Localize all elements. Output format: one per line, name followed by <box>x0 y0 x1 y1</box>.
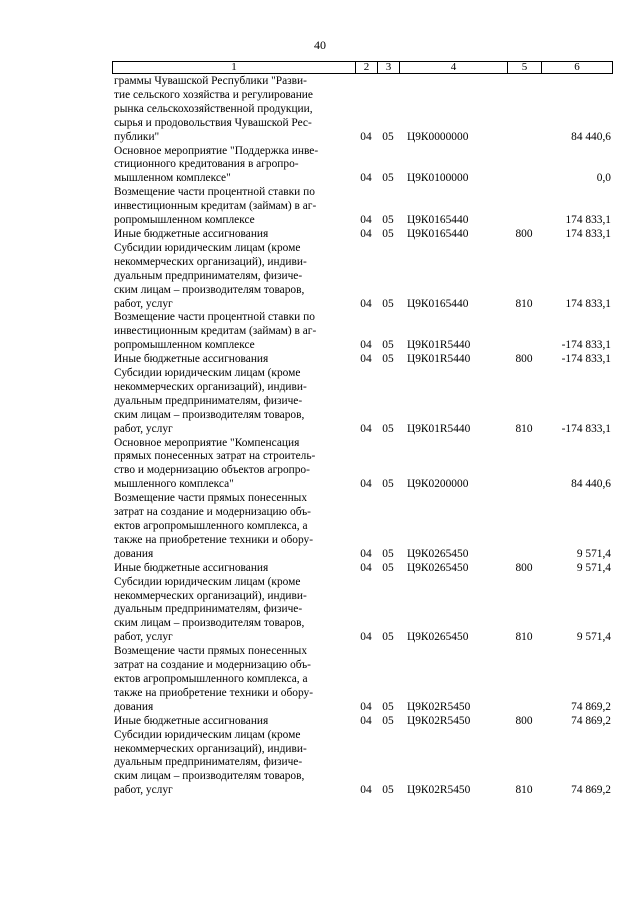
description-line: Основное мероприятие "Поддержка инве- <box>114 144 319 157</box>
target-item-code: Ц9К01R5440 <box>407 339 471 352</box>
target-item-code: Ц9К0165440 <box>407 297 469 310</box>
table-row <box>112 437 611 493</box>
section-code: 04 <box>360 700 372 713</box>
description-line: работ, услуг <box>114 784 173 797</box>
amount-value: 0,0 <box>596 172 611 185</box>
description-line: затрат на создание и модернизацию объ- <box>114 659 311 672</box>
target-item-code: Ц9К0100000 <box>407 172 469 185</box>
header-col-5: 5 <box>508 62 542 73</box>
subsection-code: 05 <box>382 714 394 727</box>
description-line: работ, услуг <box>114 297 173 310</box>
subsection-code: 05 <box>382 422 394 435</box>
table-row <box>112 75 611 145</box>
subsection-code: 05 <box>382 339 394 352</box>
subsection-code: 05 <box>382 631 394 644</box>
amount-value: 84 440,6 <box>571 130 611 143</box>
description-line: ским лицам – производителям товаров, <box>114 770 305 783</box>
table-row <box>112 562 611 576</box>
row-description <box>112 186 355 228</box>
subsection-code: 05 <box>382 227 394 240</box>
row-description <box>112 242 355 312</box>
section-code: 04 <box>360 353 372 366</box>
description-line: Иные бюджетные ассигнования <box>114 561 269 574</box>
table-row <box>112 353 611 367</box>
description-line: некоммерческих организаций), индиви- <box>114 742 307 755</box>
expense-type-code: 810 <box>515 422 533 435</box>
description-line: Иные бюджетные ассигнования <box>114 714 269 727</box>
description-line: дования <box>114 547 154 560</box>
description-line: инвестиционным кредитам (займам) в аг- <box>114 200 317 213</box>
table-row <box>112 729 611 799</box>
row-description <box>112 729 355 799</box>
header-col-4: 4 <box>400 62 508 73</box>
target-item-code: Ц9К0265450 <box>407 547 469 560</box>
header-col-6: 6 <box>574 61 580 73</box>
subsection-code: 05 <box>382 700 394 713</box>
section-code: 04 <box>360 714 372 727</box>
amount-value: -174 833,1 <box>561 353 611 366</box>
description-line: Субсидии юридическим лицам (кроме <box>114 241 301 254</box>
subsection-code: 05 <box>382 297 394 310</box>
target-item-code: Ц9К0165440 <box>407 214 469 227</box>
subsection-code: 05 <box>382 547 394 560</box>
row-description <box>112 311 355 353</box>
expense-type-code: 800 <box>515 353 533 366</box>
description-line: Возмещение части процентной ставки по <box>114 186 315 199</box>
description-line: рынка сельскохозяйственной продукции, <box>114 102 313 115</box>
description-line: стиционного кредитования в агропро- <box>114 158 299 171</box>
target-item-code: Ц9К01R5440 <box>407 422 471 435</box>
subsection-code: 05 <box>382 130 394 143</box>
description-line: ропромышленном комплексе <box>114 214 255 227</box>
row-description <box>112 353 355 367</box>
amount-value: 84 440,6 <box>571 478 611 491</box>
table-row <box>112 242 611 312</box>
expense-type-code: 810 <box>515 631 533 644</box>
row-description <box>112 576 355 646</box>
description-line: ство и модернизацию объектов агропро- <box>114 464 310 477</box>
table-row <box>112 492 611 562</box>
description-line: также на приобретение техники и обору- <box>114 533 313 546</box>
table-row <box>112 186 611 228</box>
description-line: граммы Чувашской Республики "Разви- <box>114 75 307 87</box>
table-row <box>112 645 611 715</box>
description-line: ропромышленном комплексе <box>114 339 255 352</box>
section-code: 04 <box>360 422 372 435</box>
subsection-code: 05 <box>382 478 394 491</box>
description-line: прямых понесенных затрат на строитель- <box>114 450 316 463</box>
description-line: работ, услуг <box>114 422 173 435</box>
description-line: дуальным предпринимателям, физиче- <box>114 756 303 769</box>
description-line: Основное мероприятие "Компенсация <box>114 436 300 449</box>
table-row <box>112 228 611 242</box>
description-line: тие сельского хозяйства и регулирование <box>114 88 313 101</box>
section-code: 04 <box>360 339 372 352</box>
target-item-code: Ц9К0265450 <box>407 631 469 644</box>
description-line: затрат на создание и модернизацию объ- <box>114 506 311 519</box>
table-row <box>112 576 611 646</box>
row-description <box>112 437 355 493</box>
amount-value: 174 833,1 <box>565 227 611 240</box>
expense-type-code: 810 <box>515 297 533 310</box>
target-item-code: Ц9К0200000 <box>407 478 469 491</box>
expense-type-code: 800 <box>515 227 533 240</box>
description-line: Иные бюджетные ассигнования <box>114 227 269 240</box>
description-line: ским лицам – производителям товаров, <box>114 283 305 296</box>
target-item-code: Ц9К0165440 <box>407 227 469 240</box>
description-line: Возмещение части прямых понесенных <box>114 645 308 658</box>
target-item-code: Ц9К02R5450 <box>407 784 471 797</box>
description-line: Иные бюджетные ассигнования <box>114 353 269 366</box>
amount-value: 9 571,4 <box>576 561 611 574</box>
description-line: дуальным предпринимателям, физиче- <box>114 603 303 616</box>
section-code: 04 <box>360 130 372 143</box>
header-col-1: 1 <box>113 62 356 73</box>
description-line: работ, услуг <box>114 631 173 644</box>
subsection-code: 05 <box>382 353 394 366</box>
budget-table-body <box>112 75 611 798</box>
amount-value: 74 869,2 <box>571 784 611 797</box>
description-line: ектов агропромышленного комплекса, а <box>114 520 308 532</box>
description-line: Возмещение части процентной ставки по <box>114 311 315 324</box>
amount-value: 9 571,4 <box>576 547 611 560</box>
amount-value: -174 833,1 <box>561 339 611 352</box>
description-line: мышленного комплекса" <box>114 478 234 491</box>
description-line: дуальным предпринимателям, физиче- <box>114 269 303 282</box>
description-line: дуальным предпринимателям, физиче- <box>114 394 303 407</box>
section-code: 04 <box>360 478 372 491</box>
target-item-code: Ц9К01R5440 <box>407 353 471 366</box>
row-description <box>112 645 355 715</box>
section-code: 04 <box>360 297 372 310</box>
section-code: 04 <box>360 227 372 240</box>
description-line: дования <box>114 700 154 713</box>
amount-value: 74 869,2 <box>571 714 611 727</box>
section-code: 04 <box>360 172 372 185</box>
subsection-code: 05 <box>382 561 394 574</box>
expense-type-code: 800 <box>515 714 533 727</box>
amount-value: -174 833,1 <box>561 422 611 435</box>
description-line: ским лицам – производителям товаров, <box>114 408 305 421</box>
description-line: мышленном комплексе" <box>114 172 231 185</box>
subsection-code: 05 <box>382 784 394 797</box>
subsection-code: 05 <box>382 214 394 227</box>
target-item-code: Ц9К02R5450 <box>407 700 471 713</box>
section-code: 04 <box>360 631 372 644</box>
table-row <box>112 715 611 729</box>
amount-value: 174 833,1 <box>565 214 611 227</box>
table-row <box>112 367 611 437</box>
target-item-code: Ц9К02R5450 <box>407 714 471 727</box>
header-col-2: 2 <box>356 62 378 73</box>
header-col-3: 3 <box>378 62 400 73</box>
row-description <box>112 562 355 576</box>
row-description <box>112 145 355 187</box>
section-code: 04 <box>360 547 372 560</box>
row-description <box>112 228 355 242</box>
row-description <box>112 492 355 562</box>
description-line: некоммерческих организаций), индиви- <box>114 380 307 393</box>
description-line: Субсидии юридическим лицам (кроме <box>114 728 301 741</box>
description-line: сырья и продовольствия Чувашской Рес- <box>114 116 312 129</box>
subsection-code: 05 <box>382 172 394 185</box>
description-line: Возмещение части прямых понесенных <box>114 492 308 505</box>
amount-value: 174 833,1 <box>565 297 611 310</box>
description-line: также на приобретение техники и обору- <box>114 686 313 699</box>
table-header <box>112 61 613 74</box>
row-description <box>112 367 355 437</box>
amount-value: 9 571,4 <box>576 631 611 644</box>
row-description <box>112 715 355 729</box>
amount-value: 74 869,2 <box>571 700 611 713</box>
table-row <box>112 311 611 353</box>
section-code: 04 <box>360 561 372 574</box>
section-code: 04 <box>360 214 372 227</box>
page-number: 40 <box>314 38 326 52</box>
target-item-code: Ц9К0265450 <box>407 561 469 574</box>
expense-type-code: 810 <box>515 784 533 797</box>
target-item-code: Ц9К0000000 <box>407 130 469 143</box>
description-line: Субсидии юридическим лицам (кроме <box>114 575 301 588</box>
row-description <box>112 75 355 145</box>
table-row <box>112 145 611 187</box>
description-line: инвестиционным кредитам (займам) в аг- <box>114 325 317 338</box>
description-line: ектов агропромышленного комплекса, а <box>114 672 308 685</box>
description-line: Субсидии юридическим лицам (кроме <box>114 367 301 380</box>
expense-type-code: 800 <box>515 561 533 574</box>
description-line: некоммерческих организаций), индиви- <box>114 589 307 602</box>
description-line: ским лицам – производителям товаров, <box>114 617 305 630</box>
section-code: 04 <box>360 784 372 797</box>
description-line: публики" <box>114 130 160 143</box>
description-line: некоммерческих организаций), индиви- <box>114 255 307 268</box>
